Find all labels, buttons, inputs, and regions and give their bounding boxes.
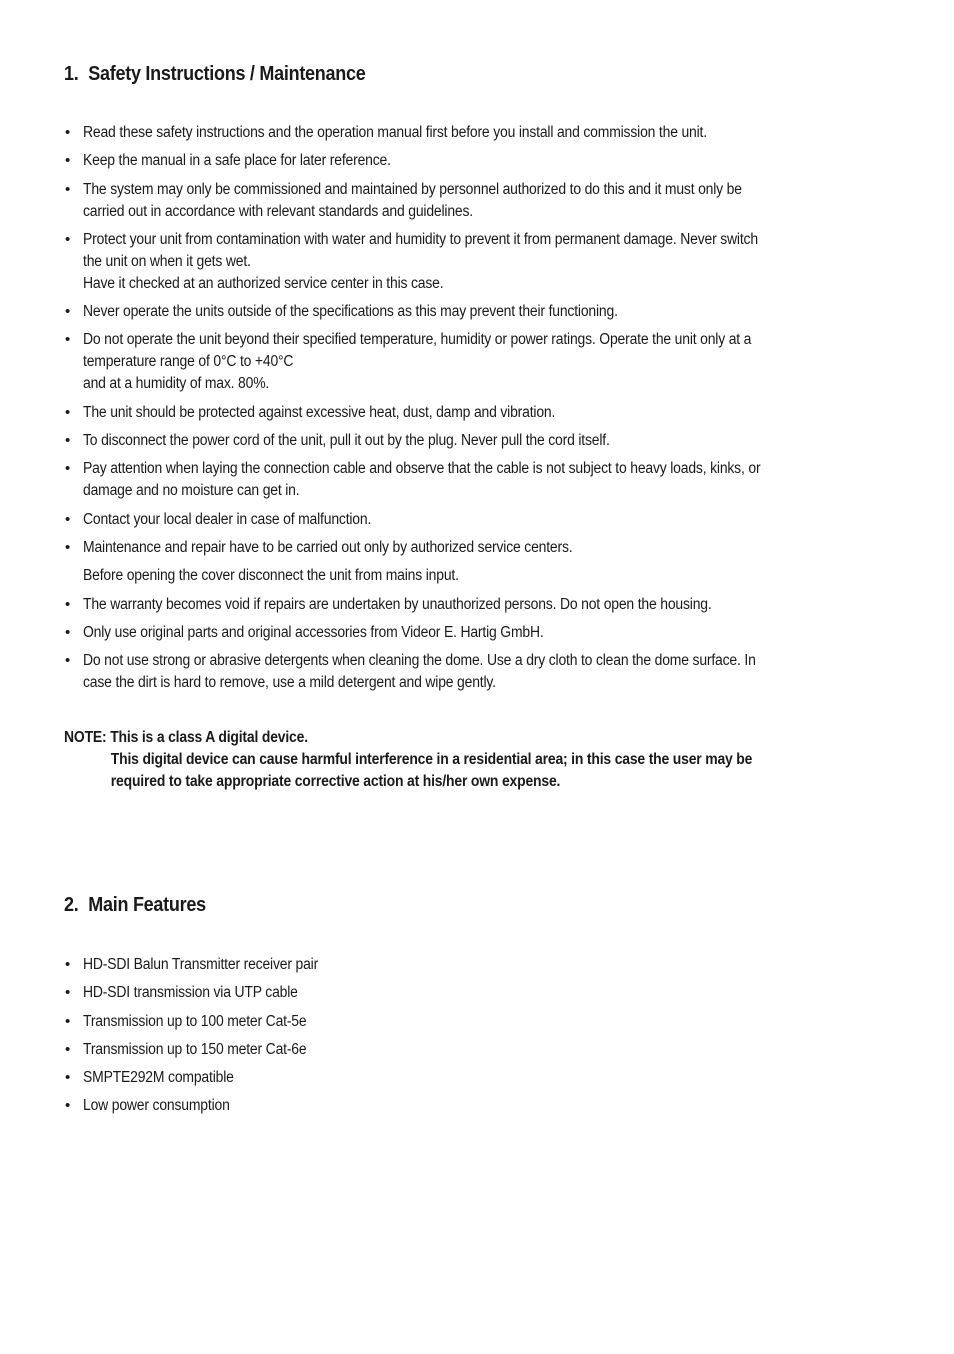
section-heading-features: [64, 893, 206, 917]
bullet-icon: •: [65, 331, 71, 349]
bullet-icon: •: [65, 230, 71, 248]
note-line-1: This is a class A digital device.: [110, 729, 308, 746]
bullet-icon: •: [65, 432, 71, 450]
bullet-icon: •: [65, 1069, 71, 1087]
bullet-icon: •: [65, 152, 71, 170]
list-item: [64, 622, 944, 644]
list-item: [64, 509, 944, 531]
text-line: temperature range of 0°C to +40°C: [83, 353, 294, 371]
bullet-icon: •: [65, 1012, 71, 1030]
bullet-icon: •: [65, 403, 71, 421]
list-item: [64, 1039, 944, 1061]
text-line: Maintenance and repair have to be carried out only by authorized service centers.: [83, 538, 573, 556]
section-heading-safety: [64, 62, 365, 86]
bullet-icon: •: [65, 984, 71, 1002]
list-item-text: [83, 122, 875, 144]
list-item-text: Transmission up to 100 meter Cat-5e: [83, 1012, 307, 1030]
text-line: To disconnect the power cord of the unit, pull it out by the plug. Never pull the cord itself.: [83, 432, 610, 450]
text-line: Do not use strong or abrasive detergents when cleaning the dome. Use a dry cloth to clean the dome surface. In: [83, 652, 756, 670]
text-line: Keep the manual in a safe place for later reference.: [83, 152, 391, 170]
list-item: [64, 594, 944, 616]
list-item: [64, 982, 944, 1004]
list-item-text: [83, 179, 875, 223]
text-line: Protect your unit from contamination with water and humidity to prevent it from permanent damage. Never switch: [83, 230, 758, 248]
list-item: [64, 122, 944, 144]
list-item: [64, 954, 944, 976]
text-line: and at a humidity of max. 80%.: [83, 375, 270, 393]
main-features-list: [64, 954, 944, 1124]
section-number: 1.: [64, 63, 79, 85]
list-item-text: [83, 537, 875, 559]
list-item-text: HD-SDI Balun Transmitter receiver pair: [83, 956, 319, 973]
text-line: the unit on when it gets wet.: [83, 252, 251, 270]
section-title: Main Features: [88, 894, 206, 916]
note-label: NOTE:: [64, 729, 107, 746]
list-item-text: [83, 402, 875, 424]
text-line: damage and no moisture can get in.: [83, 482, 300, 500]
text-line: Only use original parts and original accessories from Videor E. Hartig GmbH.: [83, 623, 544, 641]
bullet-icon: •: [65, 180, 71, 198]
list-item-text: [83, 301, 875, 323]
bullet-icon: •: [65, 956, 71, 973]
list-item: [64, 329, 944, 395]
text-line: The unit should be protected against excessive heat, dust, damp and vibration.: [83, 403, 556, 421]
text-line: Do not operate the unit beyond their specified temperature, humidity or power ratings. Operate the unit only at a: [83, 331, 752, 349]
list-item: [64, 1095, 944, 1117]
list-item-text: SMPTE292M compatible: [83, 1069, 234, 1087]
class-a-note: [64, 727, 856, 793]
text-line: Before opening the cover disconnect the unit from mains input.: [83, 567, 459, 585]
text-line: The warranty becomes void if repairs are undertaken by unauthorized persons. Do not open the housing.: [83, 595, 712, 613]
list-item-text: HD-SDI transmission via UTP cable: [83, 984, 298, 1002]
list-item: [64, 537, 944, 559]
text-line: Pay attention when laying the connection cable and observe that the cable is not subject to heavy loads, kinks, or: [83, 460, 761, 478]
list-item: [64, 229, 944, 295]
bullet-icon: •: [65, 1097, 71, 1115]
bullet-icon: •: [65, 595, 71, 613]
list-item: [64, 565, 944, 587]
list-item: [64, 458, 944, 502]
note-line-2: This digital device can cause harmful interference in a residential area; in this case the user may be: [110, 751, 753, 768]
note-line-3: required to take appropriate corrective action at his/her own expense.: [110, 773, 561, 790]
bullet-icon: •: [65, 460, 71, 478]
text-line: carried out in accordance with relevant standards and guidelines.: [83, 202, 473, 220]
text-line: case the dirt is hard to remove, use a mild detergent and wipe gently.: [83, 674, 496, 692]
list-item: [64, 402, 944, 424]
list-item: [64, 1067, 944, 1089]
text-line: Contact your local dealer in case of malfunction.: [83, 510, 372, 528]
bullet-icon: •: [65, 510, 71, 528]
list-item-text: [83, 458, 875, 502]
list-item-text: [83, 565, 875, 587]
bullet-icon: •: [65, 1040, 71, 1058]
list-item: [64, 179, 944, 223]
list-item-text: [83, 430, 875, 452]
list-item-text: Low power consumption: [83, 1097, 230, 1115]
list-item: [64, 1011, 944, 1033]
text-line: The system may only be commissioned and maintained by personnel authorized to do this and it must only be: [83, 180, 742, 198]
section-number: 2.: [64, 894, 79, 916]
list-item-text: [83, 229, 875, 295]
bullet-icon: •: [65, 303, 71, 321]
list-item: [64, 150, 944, 172]
section-title: Safety Instructions / Maintenance: [88, 63, 366, 85]
list-item-text: [83, 594, 875, 616]
list-item-text: [83, 509, 875, 531]
list-item-text: [83, 622, 875, 644]
bullet-icon: •: [65, 623, 71, 641]
text-line: Read these safety instructions and the operation manual first before you install and commission the unit.: [83, 124, 707, 141]
bullet-icon: •: [65, 538, 71, 556]
list-item: [64, 430, 944, 452]
list-item-text: [83, 650, 875, 694]
bullet-icon: •: [65, 652, 71, 670]
bullet-icon: •: [65, 124, 71, 141]
list-item: [64, 650, 944, 694]
list-item-text: [83, 150, 875, 172]
list-item-text: [83, 329, 875, 395]
text-line: Never operate the units outside of the specifications as this may prevent their functioning.: [83, 303, 618, 321]
list-item-text: Transmission up to 150 meter Cat-6e: [83, 1040, 307, 1058]
text-line: Have it checked at an authorized service center in this case.: [83, 274, 444, 292]
safety-instructions-list: [64, 122, 944, 700]
list-item: [64, 301, 944, 323]
